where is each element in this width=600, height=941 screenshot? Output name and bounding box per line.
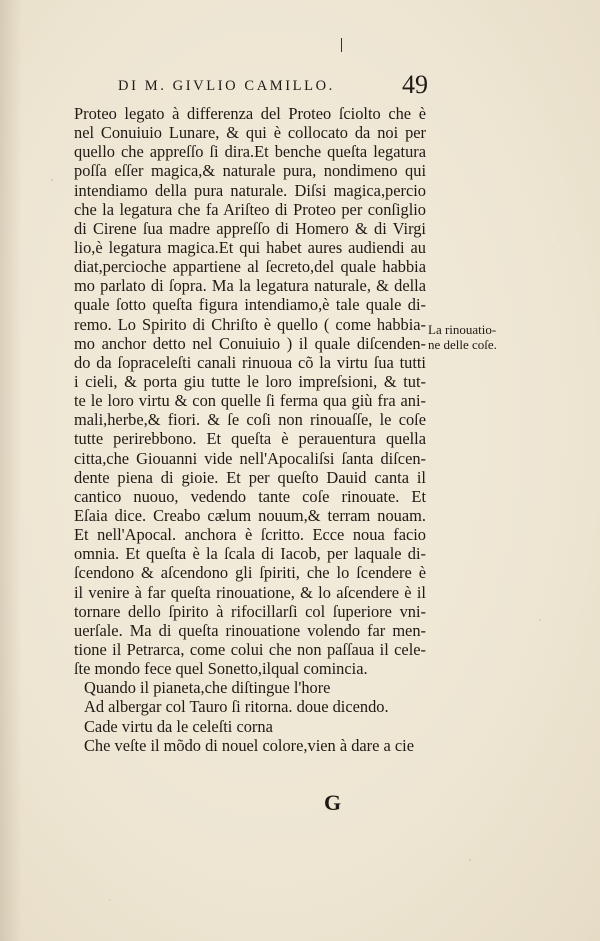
text-line: Et nell'Apocal. anchora è ſcritto. Ecce noua facio xyxy=(74,525,426,545)
verse-line: Che veſte il mõdo di nouel colore,vien à dare a cie xyxy=(84,735,414,755)
running-head: DI M. GIVLIO CAMILLO. xyxy=(118,78,335,94)
text-line: lio,è legatura magica.Et qui habet aures audiendi au xyxy=(74,237,426,257)
text-line: che la legatura che fa Ariſteo di Proteo per conſiglio xyxy=(74,199,426,219)
margin-note-line: La rinouatio- xyxy=(428,322,497,337)
text-line: dente piena di gioie. Et per queſto Dauid canta il xyxy=(74,467,426,487)
text-line: intendiamo della pura naturale. Diſsi magica,percio xyxy=(74,180,426,200)
text-line: mo anchor detto nel Conuiuio ) il quale diſcenden- xyxy=(74,333,426,353)
text-line: i cieli, & porta giu tutte le loro impreſsioni, & tut- xyxy=(74,371,426,391)
verse-line: Quando il pianeta,che diſtingue l'hore xyxy=(84,678,331,698)
text-line: nel Conuiuio Lunare, & qui è collocato da noi per xyxy=(74,123,426,143)
signature-mark: G xyxy=(324,790,342,815)
text-line: Eſaia dice. Creabo cælum nouum,& terram nouam. xyxy=(74,505,426,525)
text-line: te le loro virtu & con quelle ſi ferma qua giù fra ani- xyxy=(74,391,426,411)
verse-line: Ad albergar col Tauro ſi ritorna. doue dicendo. xyxy=(84,697,389,717)
gutter-shadow xyxy=(0,0,22,941)
text-line: mali,herbe,& fiori. & ſe coſi non rinouaſſe, le coſe xyxy=(74,410,426,430)
text-line: mo parlato di ſopra. Ma la legatura naturale, & della xyxy=(74,276,426,296)
text-line: il venire à far queſta rinouatione, & lo aſcendere è il xyxy=(74,582,426,602)
text-line: uerſale. Ma di queſta rinouatione volendo far men- xyxy=(74,620,426,640)
verse-line: Cade virtu da le celeſti corna xyxy=(84,716,273,736)
text-line: tutte perirebbono. Et queſta è perauentura quella xyxy=(74,429,426,449)
text-line: ſcendono & aſcendono gli ſpiriti, che lo ſcendere è xyxy=(74,563,426,583)
text-line: tornare dello ſpirito à rifocillarſi col ſuperiore vni- xyxy=(74,601,426,621)
text-line: diat,percioche appartiene al ſecreto,del quale habbia xyxy=(74,257,426,277)
text-line: remo. Lo Spirito di Chriſto è quello ( come habbia- xyxy=(74,314,426,334)
printer-mark xyxy=(341,38,342,52)
body-text xyxy=(74,104,426,755)
margin-note-line: ne delle coſe. xyxy=(428,337,497,352)
text-line: ſte mondo fece quel Sonetto,ilqual comincia. xyxy=(74,659,368,679)
text-line: do da ſopraceleſti canali rinuoua cõ la virtu ſua tutti xyxy=(74,352,426,372)
page-number: 49 xyxy=(402,70,428,99)
text-line: poſſa eſſer magica,& naturale pura, nondimeno qui xyxy=(74,161,426,181)
text-line: di Cirene ſua madre appreſſo di Homero & di Virgi xyxy=(74,218,426,238)
text-line: citta,che Giouanni vide nell'Apocaliſsi ſanta diſcen- xyxy=(74,448,426,468)
text-line: cantico nuouo, vedendo tante coſe rinouate. Et xyxy=(74,486,426,506)
text-line: quale ſotto queſta figura intendiamo,è tale quale di- xyxy=(74,295,426,315)
text-line: omnia. Et queſta è la ſcala di Iacob, per laquale di- xyxy=(74,544,426,564)
text-line: tione il Petrarca, come colui che non paſſaua il cele- xyxy=(74,639,426,659)
text-line: Proteo legato à differenza del Proteo ſciolto che è xyxy=(74,104,426,123)
margin-note xyxy=(428,322,528,352)
text-line: quello che appreſſo ſi dira.Et benche queſta legatura xyxy=(74,142,426,162)
